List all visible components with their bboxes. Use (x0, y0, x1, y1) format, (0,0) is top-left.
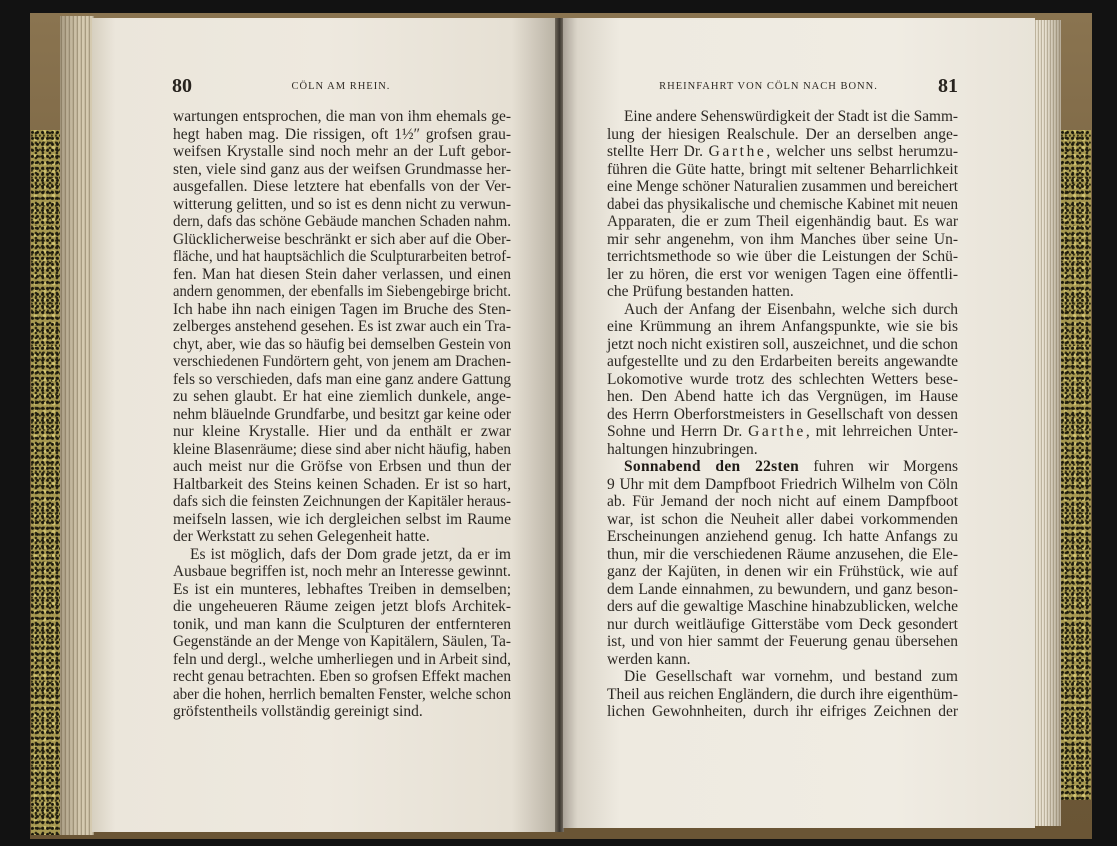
text-line (607, 546, 958, 564)
line-text: Theil aus reichen Engländern, die durch ihre eigenthüm- (607, 685, 958, 703)
line-text: zu sehen glaubt. Er hat eine ziemlich dunkele, ange- (173, 388, 511, 405)
left-page-header (172, 76, 510, 96)
line-text: jetzt noch nicht existiren soll, auszeichnet, und die schon (607, 335, 958, 353)
line-text: thun, mir die verschiedenen Räume anzusehen, die Ele- (607, 545, 958, 563)
text-line (173, 301, 511, 319)
bold-date-heading: Sonnabend den 22sten (624, 458, 800, 475)
line-text: hen. Den Abend hatte ich das Vergnügen, im Hause (607, 388, 958, 405)
line-text: des Herrn Oberforstmeisters in Gesellschaft von dessen (607, 405, 958, 423)
text-line (173, 423, 511, 441)
line-text: Erscheinungen anziehend genug. Ich hatte Anfangs zu (607, 528, 958, 545)
right-page-body-text (607, 108, 958, 721)
line-text: kleine Blasenräume; diese sind aber nicht häufig, haben (173, 440, 511, 458)
text-line (173, 703, 511, 721)
text-line (173, 511, 511, 529)
line-text: Glücklicherweise beschränkt er sich aber auf die Ober- (173, 230, 511, 248)
text-segment: , welcher uns selbst herumzu- (766, 143, 958, 160)
text-line (173, 318, 511, 336)
text-line (173, 388, 511, 406)
page-edges-right (1034, 20, 1061, 826)
line-text: zelberges anstehend gesehen. Es ist zwar auch ein Tra- (173, 318, 511, 335)
text-line (607, 493, 958, 511)
text-line (607, 108, 958, 126)
text-line (607, 458, 958, 476)
line-text: haltungen hinzubringen. (607, 440, 758, 458)
line-text: 9 Uhr mit dem Dampfboot Friedrich Wilhelm von Cöln (607, 475, 958, 493)
line-text: nehm bläuelnde Grundfarbe, und besitzt gar keine oder (173, 405, 511, 423)
line-text: lichen Gewohnheiten, durch ihr eifriges Zeichnen der (607, 703, 958, 720)
line-text: che Prüfung bestanden hatten. (607, 283, 794, 300)
line-text: eine Krümmung an ihrem Anfangspunkte, wie sie bis (607, 318, 958, 335)
line-text: weifsen Krystalle sind noch mehr an der Luft gebor- (173, 143, 511, 160)
line-text: die ungeheueren Räume zeigen jetzt blofs Architek- (173, 598, 511, 615)
text-segment: stellte Herr Dr. (607, 143, 709, 160)
text-line (173, 686, 511, 704)
text-line (607, 651, 958, 669)
line-text: feln und dergl., welche umherliegen und in Arbeit sind, (173, 650, 511, 668)
line-text: terrichtsmethode so wie über die Leistungen der Schü- (607, 248, 958, 265)
text-line (607, 423, 958, 441)
line-text: aufgestellte und zu den Erdarbeiten bereits angewandte (607, 353, 958, 370)
line-text: dem Lande einnahmen, zu bewundern, und ganz beson- (607, 580, 958, 598)
text-line (607, 703, 958, 721)
line-text: fen. Man hat diesen Stein daher verlassen, und einen (173, 265, 511, 283)
text-line (607, 581, 958, 599)
line-text: ist, und von hier sammt der Feuerung genau übersehen (607, 633, 958, 650)
text-line (607, 283, 958, 301)
paragraph (173, 546, 511, 721)
text-line (607, 161, 958, 179)
line-text: meifseln lassen, wie ich dergleichen selbst im Raume (173, 510, 511, 528)
line-text: Eine andere Sehenswürdigkeit der Stadt ist die Samm- (624, 108, 958, 125)
text-line (173, 546, 511, 564)
line-text: nur durch weitläufige Gitterstäbe vom Deck gesondert (607, 615, 958, 633)
text-line (173, 616, 511, 634)
text-line (607, 563, 958, 581)
text-line (607, 248, 958, 266)
line-text: verschiedenen Fundörtern geht, von jenem am Drachen- (173, 353, 511, 370)
line-text: Es ist möglich, dafs der Dom grade jetzt, da er im (190, 545, 511, 563)
text-segment: fuhren wir Morgens (799, 458, 958, 475)
line-text: ler zu hören, die erst vor wenigen Tagen eine öffentli- (607, 265, 958, 283)
text-line (173, 283, 511, 301)
text-line (173, 651, 511, 669)
text-line (173, 528, 511, 546)
line-text: Ausbaue begriffen ist, noch mehr an Interesse gewinnt. (173, 563, 511, 580)
text-line (173, 231, 511, 249)
text-line (607, 231, 958, 249)
text-line (607, 336, 958, 354)
page-number: 80 (172, 75, 192, 97)
line-text: dabei das physikalische und chemische Kabinet mit neuen (607, 195, 958, 213)
line-text: ders auf die gewaltige Maschine hinabzublicken, welche (607, 598, 958, 615)
line-text: mir sehr angenehm, von ihm Manches über seine Un- (607, 230, 958, 248)
line-text: eine Menge schöner Naturalien zusammen und bereichert (607, 178, 958, 195)
line-text: aber die hohen, herrlich bemalten Fenster, welche schon (173, 685, 511, 703)
text-line (173, 178, 511, 196)
line-text: Auch der Anfang der Eisenbahn, welche sich durch (624, 300, 958, 318)
line-text: sten, viele sind ganz aus der weifsen Grundmasse her- (173, 160, 511, 178)
line-text: hegt haben mag. Die rissigen, oft 1½″ grofsen grau- (173, 125, 511, 143)
line-text: tonik, und man kann die Sculpturen der entfernteren (173, 615, 511, 633)
line-text: wartungen entsprochen, die man von ihm ehemals ge- (173, 108, 511, 125)
text-line (173, 126, 511, 144)
line-text (624, 458, 958, 476)
text-line (173, 266, 511, 284)
line-text: Die Gesellschaft war vornehm, und bestand zum (624, 668, 958, 685)
text-line (173, 476, 511, 494)
line-text: ausgefallen. Diese letztere hat ebenfalls von der Ver- (173, 178, 511, 195)
line-text: Es ist ein munteres, lebhaftes Treiben in demselben; (173, 580, 511, 598)
text-line (173, 581, 511, 599)
text-line (173, 108, 511, 126)
text-line (607, 668, 958, 686)
line-text: witterung gelitten, und so ist es denn nicht zu verwun- (173, 195, 511, 213)
line-text: auch meist nur die Gröfse von Erbsen und thun der (173, 458, 511, 475)
text-line (173, 196, 511, 214)
line-text: ab. Für Jemand der noch nicht auf einem Dampfboot (607, 493, 958, 510)
text-line (173, 598, 511, 616)
text-line (607, 616, 958, 634)
right-page-header (607, 76, 958, 96)
page-number: 81 (938, 75, 958, 97)
line-text (607, 423, 958, 441)
spaced-name-text: Garthe (708, 143, 767, 160)
running-head: CÖLN AM RHEIN. (291, 81, 391, 92)
running-head: RHEINFAHRT VON CÖLN NACH BONN. (659, 81, 878, 92)
line-text: war, ist schon die Neuheit aller dabei vorkommenden (607, 510, 958, 528)
left-page-body-text (173, 108, 511, 721)
right-page (563, 18, 1035, 828)
text-line (607, 353, 958, 371)
marbled-endpaper-left (31, 130, 61, 835)
text-line (607, 528, 958, 546)
text-line (607, 633, 958, 651)
line-text: fläche, und hat hauptsächlich die Sculpturarbeiten betrof- (173, 248, 511, 265)
text-line (173, 441, 511, 459)
line-text: fels so verschieden, dafs man eine ganz andere Gattung (173, 370, 511, 388)
text-line (607, 266, 958, 284)
spaced-name-text: Garthe (748, 423, 806, 440)
page-edges-left (60, 16, 94, 835)
text-line (607, 441, 958, 459)
text-line (173, 633, 511, 651)
line-text: chyt, aber, wie das so häufig bei demselben Gestein von (173, 335, 511, 353)
text-line (173, 406, 511, 424)
text-line (607, 178, 958, 196)
paragraph (607, 108, 958, 301)
line-text: Lokomotive wurde trotz des schlechten Wetters bese- (607, 370, 958, 388)
text-line (173, 563, 511, 581)
text-line (607, 196, 958, 214)
text-line (173, 371, 511, 389)
line-text: ganz der Kajüten, in denen wir ein Frühstück, wie auf (607, 563, 958, 580)
left-page (92, 18, 558, 832)
text-line (607, 143, 958, 161)
line-text: Ich habe ihn nach einigen Tagen im Bruche des Sten- (173, 300, 511, 318)
text-line (607, 301, 958, 319)
line-text: recht genau betrachten. Eben so grofsen Effekt machen (173, 668, 511, 685)
text-line (607, 388, 958, 406)
line-text: der Werkstatt zu sehen Gelegenheit hatte. (173, 528, 430, 545)
text-line (173, 336, 511, 354)
line-text: Apparaten, die er zum Theil eigenhändig baut. Es war (607, 213, 958, 230)
line-text: dern, dafs das schöne Gebäude manchen Schaden nahm. (173, 213, 511, 230)
line-text: dafs sich die feinsten Zeichnungen der Kapitäler heraus- (173, 493, 511, 510)
marbled-endpaper-right (1061, 130, 1091, 800)
text-line (607, 371, 958, 389)
line-text: Gegenstände an der Menge von Kapitälern, Säulen, Ta- (173, 633, 511, 650)
line-text: führen die Güte hatte, bringt mit seltener Beharrlichkeit (607, 160, 958, 178)
text-line (607, 476, 958, 494)
line-text: nur kleine Krystalle. Hier und da enthält er zwar (173, 423, 511, 440)
line-text (607, 143, 958, 161)
line-text: Haltbarkeit des Steins keinen Schaden. Er ist so hart, (173, 475, 511, 493)
text-line (173, 493, 511, 511)
text-segment: Sohne und Herrn Dr. (607, 423, 749, 440)
paragraph (607, 458, 958, 668)
paragraph (607, 301, 958, 459)
line-text: gröfstentheils vollständig gereinigt sind. (173, 703, 423, 720)
text-line (173, 248, 511, 266)
line-text: andern genommen, der ebenfalls im Siebengebirge bricht. (173, 283, 511, 300)
text-line (607, 406, 958, 424)
text-line (173, 668, 511, 686)
line-text: lung der hiesigen Realschule. Der an derselben ange- (607, 125, 958, 143)
text-line (607, 213, 958, 231)
text-line (173, 143, 511, 161)
text-line (173, 161, 511, 179)
line-text: werden kann. (607, 650, 691, 668)
text-line (607, 318, 958, 336)
text-line (607, 598, 958, 616)
text-line (173, 458, 511, 476)
text-line (607, 686, 958, 704)
text-line (607, 511, 958, 529)
text-segment: , mit lehrreichen Unter- (805, 423, 958, 440)
text-line (607, 126, 958, 144)
text-line (173, 353, 511, 371)
paragraph (173, 108, 511, 546)
text-line (173, 213, 511, 231)
paragraph (607, 668, 958, 721)
